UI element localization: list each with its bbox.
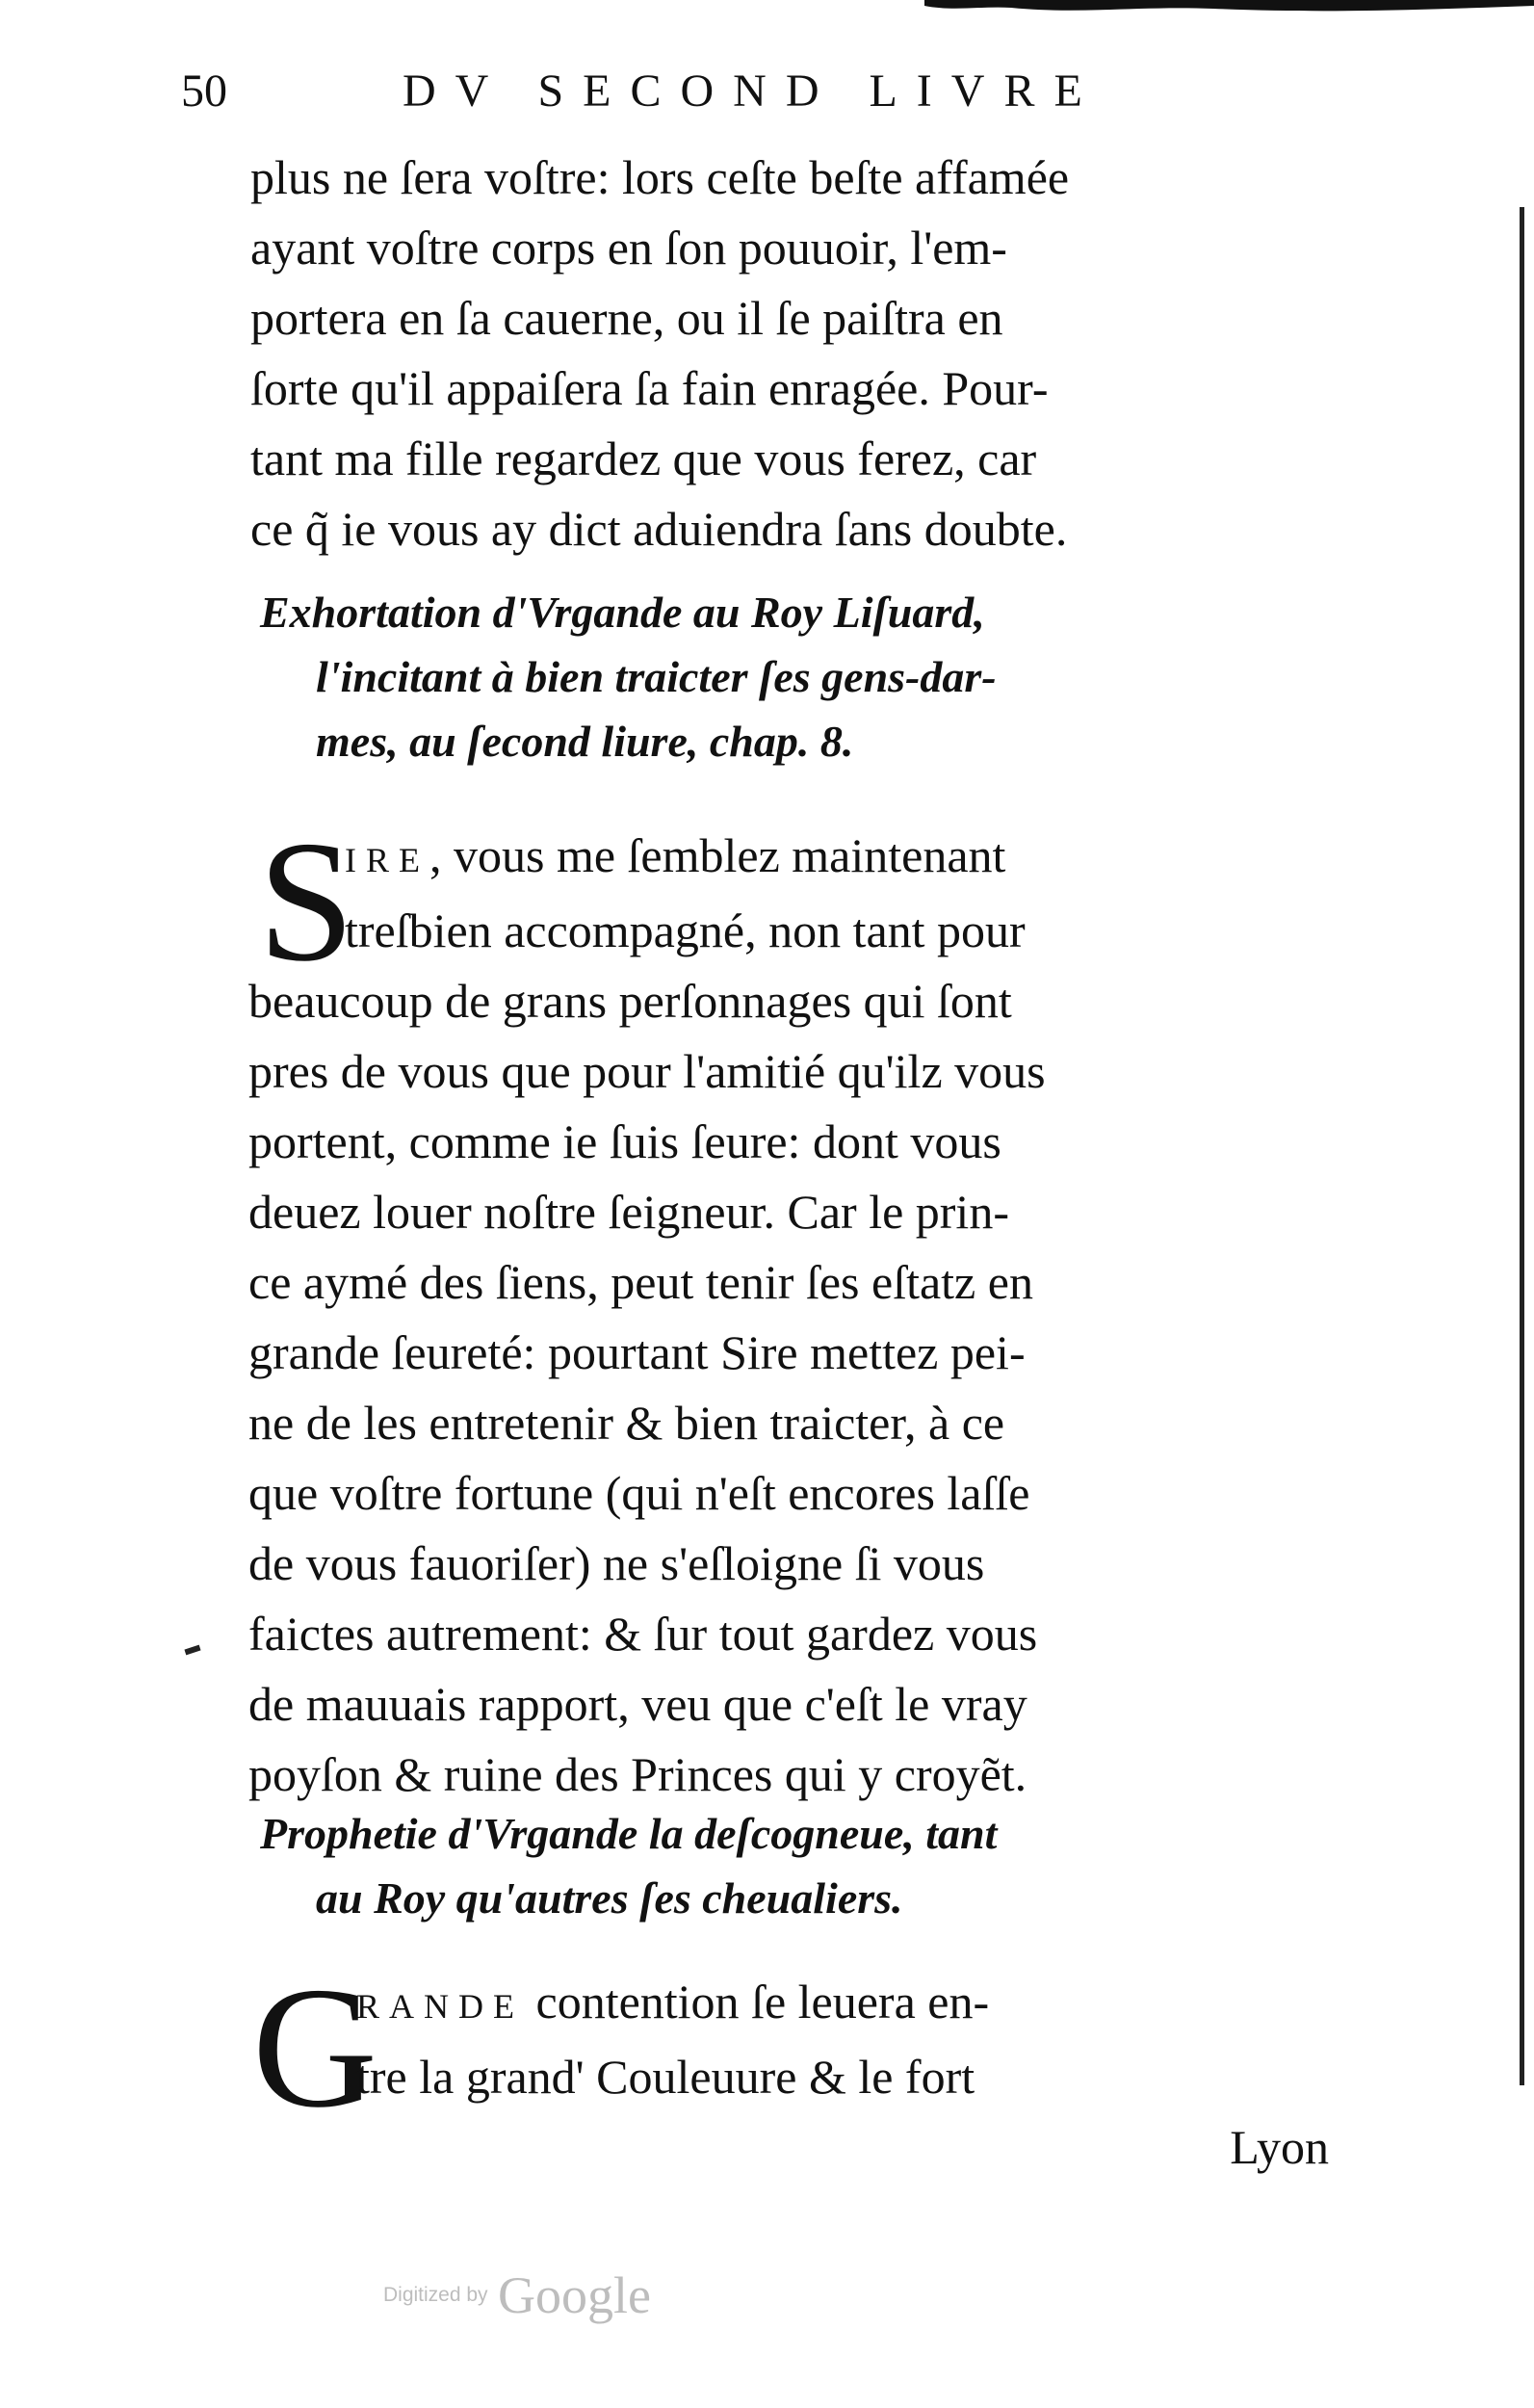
text-line: tant ma fille regardez que vous ferez, car <box>250 432 1037 485</box>
text-line: plus ne ſera voſtre: lors ceſte beſte affamée <box>250 150 1070 204</box>
text-line: ce aymé des ſiens, peut tenir ſes eſtatz en <box>248 1255 1033 1309</box>
small-caps-opening: IRE <box>345 841 429 879</box>
page-number: 50 <box>181 65 227 117</box>
section-heading-prophetie <box>260 1801 1387 1930</box>
heading-line: Prophetie d'Vrgande la deſcogneue, tant <box>260 1809 998 1858</box>
text-line: portera en ſa cauerne, ou il ſe paiſtra en <box>250 291 1003 345</box>
running-title: DV SECOND LIVRE <box>403 65 1102 117</box>
drop-cap-g: G <box>252 1951 377 2143</box>
heading-line: l'incitant à bien traicter ſes gens-dar- <box>316 652 997 701</box>
running-header <box>181 58 1346 125</box>
text-line: que voſtre fortune (qui n'eſt encores laſſe <box>248 1466 1030 1520</box>
page-edge-shadow <box>1520 207 1524 2085</box>
top-edge-ink-blot <box>924 0 1534 17</box>
text-line: faictes autrement: & ſur tout gardez vous <box>248 1607 1038 1661</box>
heading-line: au Roy qu'autres ſes cheualiers. <box>316 1873 903 1923</box>
google-logo-text: Google <box>498 2266 651 2324</box>
section-heading-exhortation <box>260 580 1387 773</box>
small-caps-opening: RANDE <box>356 1987 524 2026</box>
text-line: IRE, vous me ſemblez maintenant <box>345 828 1006 882</box>
catchword: Lyon <box>1230 2120 1329 2174</box>
text-line: de mauuais rapport, veu que c'eſt le vray <box>248 1677 1027 1731</box>
paragraph-continuation <box>250 143 1358 564</box>
digitized-by-google-watermark <box>383 2265 711 2323</box>
text-line: RANDE contention ſe leuera en- <box>356 1975 990 2028</box>
text-line: poyſon & ruine des Princes qui y croyẽt. <box>248 1747 1027 1801</box>
text-line: ayant voſtre corps en ſon pouuoir, l'em- <box>250 221 1007 275</box>
text-line: grande ſeureté: pourtant Sire mettez pei- <box>248 1325 1026 1379</box>
text-line: tre la grand' Couleuure & le fort <box>356 2050 975 2104</box>
paragraph-exhortation <box>248 821 1356 1810</box>
paragraph-prophetie <box>250 1967 1358 2183</box>
drop-cap-s: S <box>258 805 355 997</box>
watermark-small-text: Digitized by <box>383 2284 488 2306</box>
heading-line: mes, au ſecond liure, chap. 8. <box>316 717 854 766</box>
margin-mark <box>184 1645 200 1656</box>
text-line: portent, comme ie ſuis ſeure: dont vous <box>248 1114 1001 1168</box>
heading-line: Exhortation d'Vrgande au Roy Liſuard, <box>260 588 985 637</box>
text-line: ce q̃ ie vous ay dict aduiendra ſans doubte. <box>250 502 1068 556</box>
text-line: ne de les entretenir & bien traicter, à ce <box>248 1396 1005 1450</box>
text-line: de vous fauoriſer) ne s'eſloigne ſi vous <box>248 1536 985 1590</box>
text-line: ſorte qu'il appaiſera ſa fain enragée. Pour- <box>250 361 1049 415</box>
text-line: deuez louer noſtre ſeigneur. Car le prin- <box>248 1185 1009 1239</box>
text-line: pres de vous que pour l'amitié qu'ilz vous <box>248 1044 1046 1098</box>
text-line: treſbien accompagné, non tant pour <box>345 903 1026 957</box>
text-line: beaucoup de grans perſonnages qui ſont <box>248 974 1012 1028</box>
